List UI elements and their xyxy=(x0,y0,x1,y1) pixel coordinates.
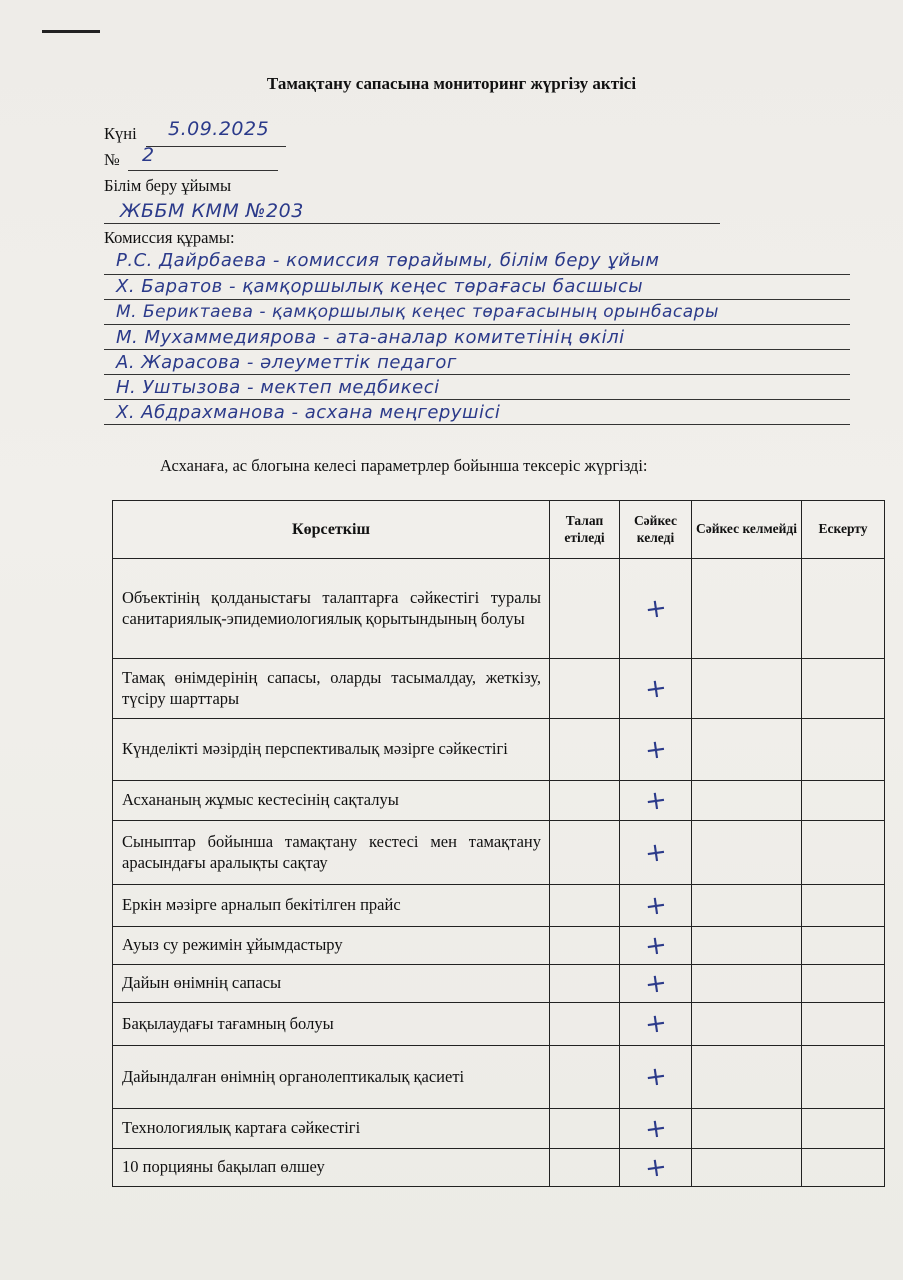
org-label: Білім беру ұйымы xyxy=(104,176,232,195)
table-row xyxy=(113,965,885,1003)
noncompliant-cell xyxy=(692,965,802,1003)
note-cell xyxy=(802,1149,885,1187)
required-cell xyxy=(550,719,620,781)
note-cell xyxy=(802,559,885,659)
org-value: ЖББМ КММ №203 xyxy=(120,200,304,222)
table-row xyxy=(113,559,885,659)
check-mark: + xyxy=(642,1151,669,1184)
commission-member: М. Бериктаева - қамқоршылық кеңес төрағасының орынбасары xyxy=(116,302,719,322)
check-mark: + xyxy=(642,784,669,817)
table-row xyxy=(113,885,885,927)
indicator-cell: Асхананың жұмыс кестесінің сақталуы xyxy=(113,781,550,821)
commission-line xyxy=(104,399,850,400)
commission-member: Х. Абдрахманова - асхана меңгерушісі xyxy=(116,402,501,423)
required-cell xyxy=(550,659,620,719)
note-cell xyxy=(802,927,885,965)
compliant-cell xyxy=(620,781,692,821)
check-mark: + xyxy=(642,889,669,922)
noncompliant-cell xyxy=(692,927,802,965)
note-cell xyxy=(802,965,885,1003)
required-cell xyxy=(550,781,620,821)
header-noncompliant: Сәйкес келмейді xyxy=(692,501,802,559)
indicator-cell: Күнделікті мәзірдің перспективалық мәзірге сәйкестігі xyxy=(113,719,550,781)
table-row xyxy=(113,1109,885,1149)
commission-label: Комиссия құрамы: xyxy=(104,228,235,247)
compliant-cell xyxy=(620,927,692,965)
indicator-cell: Дайындалған өнімнің органолептикалық қасиеті xyxy=(113,1046,550,1109)
note-cell xyxy=(802,821,885,885)
indicator-cell: Еркін мәзірге арналып бекітілген прайс xyxy=(113,885,550,927)
indicator-cell: 10 порцияны бақылап өлшеу xyxy=(113,1149,550,1187)
compliant-cell xyxy=(620,965,692,1003)
compliant-cell xyxy=(620,559,692,659)
indicator-cell: Объектінің қолданыстағы талаптарға сәйкестігі туралы санитариялық-эпидемиологиялық қорытындының болуы xyxy=(113,559,550,659)
compliant-cell xyxy=(620,1149,692,1187)
note-cell xyxy=(802,1003,885,1046)
inspection-table xyxy=(112,500,885,1187)
header-note: Ескерту xyxy=(802,501,885,559)
commission-member: Х. Баратов - қамқоршылық кеңес төрағасы басшысы xyxy=(116,276,644,297)
table-row xyxy=(113,781,885,821)
header-required: Талап етіледі xyxy=(550,501,620,559)
note-cell xyxy=(802,1046,885,1109)
commission-member: Р.С. Дайрбаева - комиссия төрайымы, білім беру ұйым xyxy=(116,250,660,271)
noncompliant-cell xyxy=(692,1109,802,1149)
check-mark: + xyxy=(642,672,669,705)
document-title: Тамақтану сапасына мониторинг жүргізу актісі xyxy=(266,74,637,93)
required-cell xyxy=(550,1046,620,1109)
number-underline xyxy=(128,170,278,171)
required-cell xyxy=(550,965,620,1003)
noncompliant-cell xyxy=(692,659,802,719)
note-cell xyxy=(802,1109,885,1149)
top-dash xyxy=(42,30,100,33)
header-compliant: Сәйкес келеді xyxy=(620,501,692,559)
commission-line xyxy=(104,349,850,350)
table-row xyxy=(113,1003,885,1046)
noncompliant-cell xyxy=(692,1149,802,1187)
noncompliant-cell xyxy=(692,1046,802,1109)
note-cell xyxy=(802,659,885,719)
check-mark: + xyxy=(642,733,669,766)
commission-line xyxy=(104,324,850,325)
indicator-cell: Тамақ өнімдерінің сапасы, оларды тасымалдау, жеткізу, түсіру шарттары xyxy=(113,659,550,719)
note-cell xyxy=(802,781,885,821)
noncompliant-cell xyxy=(692,719,802,781)
commission-line xyxy=(104,274,850,275)
compliant-cell xyxy=(620,821,692,885)
compliant-cell xyxy=(620,719,692,781)
check-mark: + xyxy=(642,967,669,1000)
note-cell xyxy=(802,885,885,927)
table-row xyxy=(113,1149,885,1187)
check-mark: + xyxy=(642,592,669,625)
required-cell xyxy=(550,559,620,659)
table-row xyxy=(113,927,885,965)
check-mark: + xyxy=(642,1112,669,1145)
noncompliant-cell xyxy=(692,885,802,927)
required-cell xyxy=(550,885,620,927)
commission-line xyxy=(104,299,850,300)
check-mark: + xyxy=(642,1007,669,1041)
required-cell xyxy=(550,1149,620,1187)
noncompliant-cell xyxy=(692,1003,802,1046)
number-label: № xyxy=(104,150,120,169)
indicator-cell: Технологиялық картаға сәйкестігі xyxy=(113,1109,550,1149)
indicator-cell: Бақылаудағы тағамның болуы xyxy=(113,1003,550,1046)
indicator-cell: Сыныптар бойынша тамақтану кестесі мен тамақтану арасындағы аралықты сақтау xyxy=(113,821,550,885)
compliant-cell xyxy=(620,1003,692,1046)
compliant-cell xyxy=(620,1046,692,1109)
required-cell xyxy=(550,821,620,885)
date-label: Күні xyxy=(104,124,137,143)
noncompliant-cell xyxy=(692,781,802,821)
indicator-cell: Дайын өнімнің сапасы xyxy=(113,965,550,1003)
required-cell xyxy=(550,927,620,965)
check-mark: + xyxy=(642,929,669,962)
table-row xyxy=(113,659,885,719)
check-mark: + xyxy=(642,1060,669,1094)
noncompliant-cell xyxy=(692,559,802,659)
commission-line xyxy=(104,424,850,425)
note-cell xyxy=(802,719,885,781)
commission-member: М. Мухаммедиярова - ата-аналар комитетінің өкілі xyxy=(116,327,625,348)
table-row xyxy=(113,1046,885,1109)
table-row xyxy=(113,821,885,885)
header-indicator: Көрсеткіш xyxy=(113,501,550,559)
table-header-row xyxy=(113,501,885,559)
commission-member: Н. Уштызова - мектеп медбикесі xyxy=(116,377,440,398)
required-cell xyxy=(550,1003,620,1046)
indicator-cell: Ауыз су режимін ұйымдастыру xyxy=(113,927,550,965)
compliant-cell xyxy=(620,659,692,719)
intro-text: Асханаға, ас блогына келесі параметрлер бойынша тексеріс жүргізді: xyxy=(160,456,648,475)
number-value: 2 xyxy=(142,144,155,166)
date-underline xyxy=(146,146,286,147)
org-underline xyxy=(104,223,720,224)
check-mark: + xyxy=(642,836,669,869)
required-cell xyxy=(550,1109,620,1149)
commission-line xyxy=(104,374,850,375)
commission-member: А. Жарасова - әлеуметтік педагог xyxy=(116,352,457,373)
table-row xyxy=(113,719,885,781)
date-value: 5.09.2025 xyxy=(168,118,270,140)
compliant-cell xyxy=(620,885,692,927)
compliant-cell xyxy=(620,1109,692,1149)
noncompliant-cell xyxy=(692,821,802,885)
